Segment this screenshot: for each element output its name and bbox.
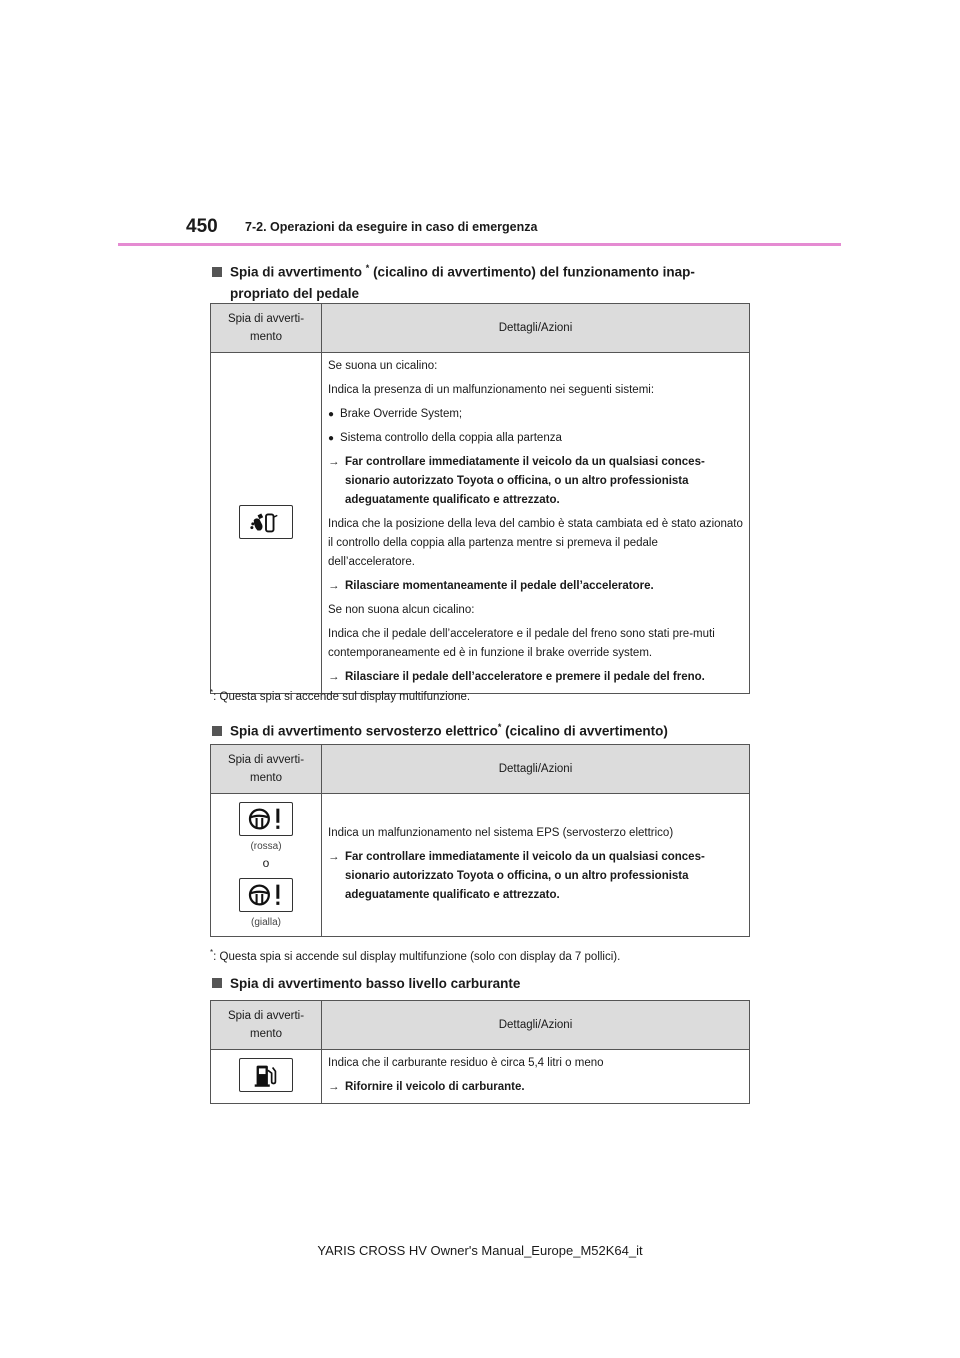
detail-text: Se suona un cicalino: [328, 360, 438, 372]
icon-cell [211, 1050, 322, 1104]
footnote-marker: * [210, 688, 214, 697]
heading-text: (cicalino di avvertimento) [501, 723, 668, 739]
header-rule [118, 243, 841, 246]
footnote-pedal [210, 688, 470, 703]
pedal-misoperation-icon [239, 505, 293, 539]
icon-cell [211, 794, 322, 937]
fuel-warning-table [210, 1000, 750, 1104]
detail-text: Indica che il pedale dell’acceleratore e il pedale del freno sono stati pre-muti contemporaneamente ed è in funzione il brake override system. [328, 628, 715, 659]
footnote-text: : Questa spia si accende sul display multifunzione. [213, 690, 471, 703]
heading-text: Spia di avvertimento servosterzo elettrico [230, 723, 498, 739]
details-cell [322, 1050, 750, 1104]
eps-warning-table [210, 744, 750, 937]
column-header-details: Dettagli/Azioni [322, 1001, 750, 1050]
icon-caption-yellow: (gialla) [250, 917, 281, 928]
square-bullet-icon [212, 726, 222, 736]
column-header-light: Spia di avverti-mento [211, 304, 322, 353]
action-text: → Far controllare immediatamente il veicolo da un qualsiasi conces-sionario autorizzato Toyota o officina, o un altro professionista adeguatamente qualificato e attrezzato. [328, 848, 743, 905]
action-text: → Rilasciare momentaneamente il pedale dell’acceleratore. [328, 577, 743, 596]
bullet-item: ● Sistema controllo della coppia alla partenza [328, 429, 743, 448]
detail-text: Indica la presenza di un malfunzionamento nei seguenti sistemi: [328, 384, 655, 396]
action-text: → Rifornire il veicolo di carburante. [328, 1078, 743, 1097]
heading-text: Spia di avvertimento basso livello carburante [230, 976, 521, 991]
icon-caption-red: (rossa) [250, 841, 282, 852]
footer-manual-id: YARIS CROSS HV Owner's Manual_Europe_M52K64_it [317, 1243, 643, 1258]
detail-text: Indica un malfunzionamento nel sistema EPS (servosterzo elettrico) [328, 826, 674, 839]
square-bullet-icon [212, 267, 222, 277]
column-header-details: Dettagli/Azioni [322, 745, 750, 794]
footnote-marker: * [365, 263, 370, 273]
icon-cell [211, 353, 322, 694]
section-heading-eps [212, 717, 668, 742]
footnote-marker: * [210, 948, 214, 957]
detail-text: Indica che il carburante residuo è circa 5,4 litri o meno [328, 1057, 604, 1069]
pedal-warning-table [210, 303, 750, 694]
column-header-details: Dettagli/Azioni [322, 304, 750, 353]
heading-text-line2: propriato del pedale [230, 285, 360, 301]
page-number: 450 [186, 216, 218, 237]
footnote-text: : Questa spia si accende sul display multifunzione (solo con display da 7 pollici). [213, 950, 621, 963]
details-cell [322, 794, 750, 937]
footnote-marker: * [497, 722, 502, 732]
section-heading-pedal [212, 258, 695, 304]
detail-text: Se non suona alcun cicalino: [328, 604, 475, 616]
section-heading-fuel [212, 973, 520, 994]
icon-or-text: o [262, 856, 270, 870]
action-text: → Rilasciare il pedale dell’acceleratore e premere il pedale del freno. [328, 668, 743, 687]
detail-text: Indica che la posizione della leva del cambio è stata cambiata ed è stato azionato il controllo della coppia alla partenza mentre si premeva il pedale dell’acceleratore. [328, 518, 743, 568]
column-header-light: Spia di avverti-mento [211, 1001, 322, 1050]
steering-warning-icon [239, 878, 293, 912]
bullet-item: ● Brake Override System; [328, 405, 743, 424]
column-header-light: Spia di avverti-mento [211, 745, 322, 794]
details-cell [322, 353, 750, 694]
footnote-eps [210, 948, 620, 963]
square-bullet-icon [212, 978, 222, 988]
steering-warning-icon [239, 802, 293, 836]
heading-text: Spia di avvertimento [230, 264, 366, 280]
chapter-title: 7-2. Operazioni da eseguire in caso di emergenza [245, 220, 538, 234]
fuel-pump-icon [239, 1058, 293, 1092]
action-text: → Far controllare immediatamente il veicolo da un qualsiasi conces-sionario autorizzato Toyota o officina, o un altro professionista adeguatamente qualificato e attrezzato. [328, 453, 743, 510]
heading-text: (cicalino di avvertimento) del funzionamento inap- [369, 264, 695, 280]
